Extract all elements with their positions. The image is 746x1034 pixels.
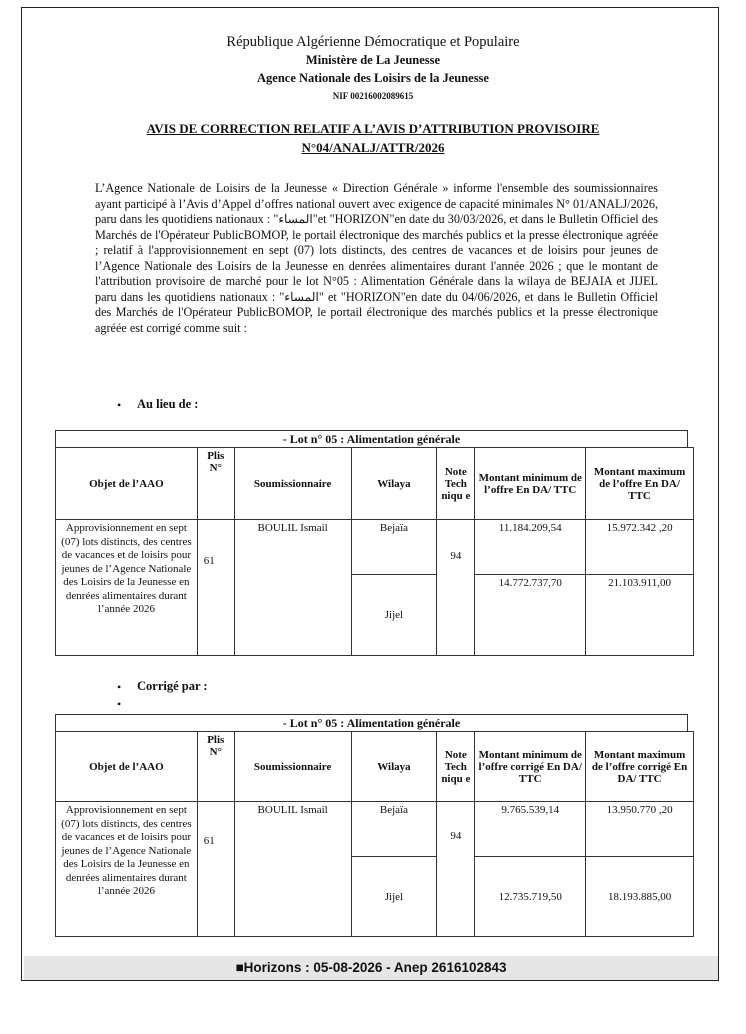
lot-title-text: Lot n° 05 : Alimentation générale	[289, 432, 461, 446]
cell-min: 14.772.737,70	[475, 575, 586, 656]
cell-min: 11.184.209,54	[475, 520, 586, 575]
cell-objet: Approvisionnement en sept (07) lots distincts, des centres de vacances et de loisirs pour jeunes de l’Agence Nationale des Loisirs de la Jeunesse en denrées alimentaires durant l’année 2026	[56, 802, 198, 937]
bullet-icon: •	[117, 680, 122, 694]
header-note: Note Tech niqu e	[437, 448, 475, 520]
notice-title: AVIS DE CORRECTION RELATIF A L’AVIS D’ATTRIBUTION PROVISOIRE	[146, 121, 600, 136]
section-label-au-lieu-de: Au lieu de :	[137, 397, 199, 411]
header-wilaya: Wilaya	[351, 448, 437, 520]
cell-wilaya: Jijel	[351, 575, 437, 656]
header-soumissionnaire: Soumissionnaire	[234, 732, 351, 802]
cell-max: 15.972.342 ,20	[586, 520, 694, 575]
cell-note: 94	[437, 520, 475, 656]
cell-min: 9.765.539,14	[475, 802, 586, 857]
cell-wilaya: Bejaïa	[351, 520, 437, 575]
header-plis: Plis N°	[197, 732, 234, 802]
table-original	[55, 447, 694, 656]
bullet-icon: •	[117, 697, 122, 711]
header-note: Note Tech niqu e	[437, 732, 475, 802]
header-max: Montant maximum de l’offre En DA/ TTC	[586, 448, 694, 520]
cell-wilaya: Jijel	[351, 857, 437, 937]
cell-soumissionnaire: BOULIL Ismail	[234, 802, 351, 937]
lot-title-corrected: - Lot n° 05 : Alimentation générale	[55, 714, 688, 732]
footer-publication: ■Horizons : 05-08-2026 - Anep 2616102843	[24, 956, 718, 980]
notice-number: N°04/ANALJ/ATTR/2026	[301, 140, 445, 155]
cell-max: 21.103.911,00	[586, 575, 694, 656]
cell-max: 13.950.770 ,20	[586, 802, 694, 857]
cell-wilaya: Bejaïa	[351, 802, 437, 857]
header-objet: Objet de l’AAO	[56, 732, 198, 802]
cell-plis: 61	[197, 520, 234, 656]
cell-objet: Approvisionnement en sept (07) lots distincts, des centres de vacances et de loisirs pour jeunes de l’Agence Nationale des Loisirs de la Jeunesse en denrées alimentaires durant l’année 2026	[56, 520, 198, 656]
header-min: Montant minimum de l’offre En DA/ TTC	[475, 448, 586, 520]
table-corrected	[55, 731, 694, 937]
header-plis: Plis N°	[197, 448, 234, 520]
lot-title-original: - Lot n° 05 : Alimentation générale	[55, 430, 688, 448]
header-agency: Agence Nationale des Loisirs de la Jeunesse	[257, 71, 489, 85]
header-republic: République Algérienne Démocratique et Populaire	[226, 34, 520, 50]
lot-title-text: Lot n° 05 : Alimentation générale	[289, 716, 461, 730]
cell-soumissionnaire: BOULIL Ismail	[234, 520, 351, 656]
header-min: Montant minimum de l’offre corrigé En DA/ TTC	[475, 732, 586, 802]
cell-max: 18.193.885,00	[586, 857, 694, 937]
cell-min: 12.735.719,50	[475, 857, 586, 937]
header-nif: NIF 00216002089615	[332, 91, 414, 101]
section-label-corrige-par: Corrigé par :	[137, 679, 208, 693]
header-max: Montant maximum de l’offre corrigé En DA/ TTC	[586, 732, 694, 802]
cell-note: 94	[437, 802, 475, 937]
bullet-icon: •	[117, 398, 122, 412]
header-objet: Objet de l’AAO	[56, 448, 198, 520]
header-ministry: Ministère de La Jeunesse	[305, 53, 441, 67]
header-wilaya: Wilaya	[351, 732, 437, 802]
notice-body: L’Agence Nationale de Loisirs de la Jeunesse « Direction Générale » informe l'ensemble des soumissionnaires ayant participé à l’Avis d’Appel d’offres national ouvert avec exigence de capacité minimales N° 01/ANALJ/2026, paru dans les quotidiens nationaux : "المساء"et "HORIZON"en date du 30/03/2026, et dans le Bulletin Officiel des Marchés de l'Opérateur PublicBOMOP, le portail électronique des marchés publics et la presse électronique agréée ; relatif à l'approvisionnement en sept (07) lots distincts, des centres de vacances et de loisirs pour jeunes de l’Agence Nationale des Loisirs de la Jeunesse en denrées alimentaires durant l'année 2026 ; que le montant de l'attribution provisoire de marché pour le lot N°05 : Alimentation Générale dans la wilaya de BEJAIA et JIJEL paru dans les quotidiens nationaux : "المساء" et "HORIZON"en date du 04/06/2026, et dans le Bulletin Officiel des Marchés de l'Opérateur PublicBOMOP, le portail électronique des marchés publics et la presse électronique agréée est corrigé comme suit :	[95, 181, 659, 335]
cell-plis: 61	[197, 802, 234, 937]
header-soumissionnaire: Soumissionnaire	[234, 448, 351, 520]
